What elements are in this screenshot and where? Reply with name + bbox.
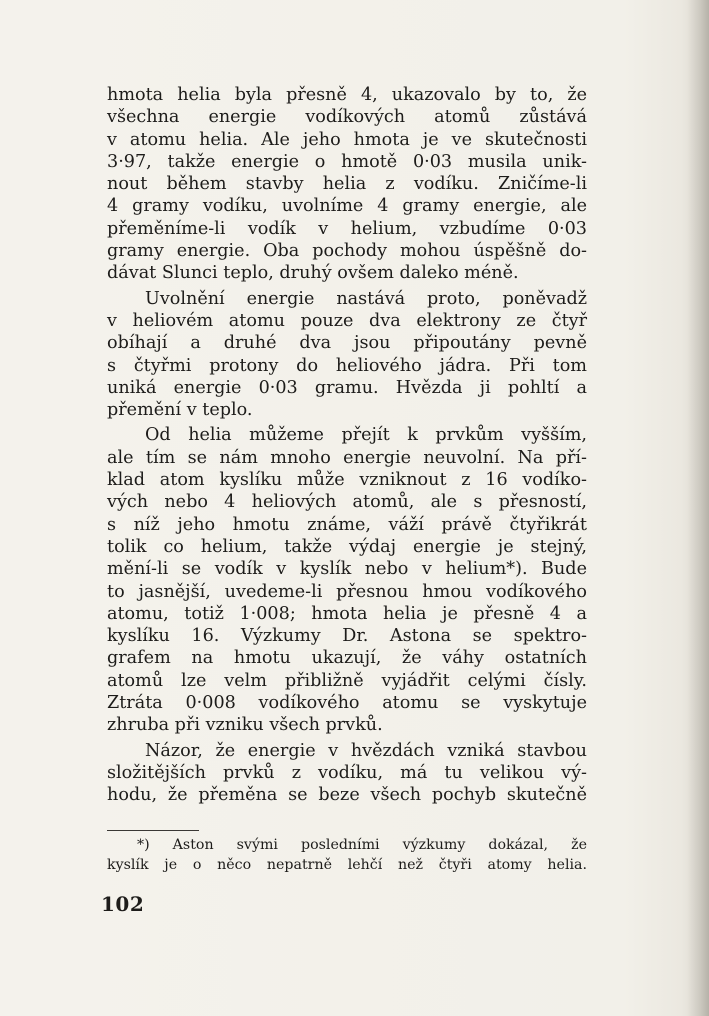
text-line: složitějších prvků z vodíku, má tu velikou vý- xyxy=(107,762,587,783)
page-spine-shadow xyxy=(687,0,709,1016)
paragraph-1 xyxy=(107,84,587,285)
text-line: v heliovém atomu pouze dva elektrony ze čtyř xyxy=(107,310,587,331)
paragraph-4 xyxy=(107,740,587,807)
text-line: 4 gramy vodíku, uvolníme 4 gramy energie, ale xyxy=(107,196,587,217)
text-line: hmota helia byla přesně 4, ukazovalo by to, že xyxy=(107,85,587,105)
footnote-line: *) Aston svými posledními výzkumy dokázal, že xyxy=(137,837,587,853)
footnote-divider xyxy=(107,830,199,831)
paragraph-2 xyxy=(107,288,587,422)
text-line: dávat Slunci teplo, druhý ovšem daleko méně. xyxy=(107,263,519,284)
text-line: nout během stavby helia z vodíku. Zničíme-li xyxy=(107,174,587,195)
text-line: všechna energie vodíkových atomů zůstává xyxy=(107,107,587,128)
text-line: obíhají a druhé dva jsou připoutány pevně xyxy=(107,333,587,354)
text-line: atomů lze velm přibližně vyjádřit celými čísly. xyxy=(107,670,587,691)
text-line: v atomu helia. Ale jeho hmota je ve skutečnosti xyxy=(107,129,587,150)
text-line: zhruba při vzniku všech prvků. xyxy=(107,715,383,736)
text-line: hodu, že přeměna se beze všech pochyb skutečně xyxy=(107,785,587,806)
text-line: Od helia můžeme přejít k prvkům vyšším, xyxy=(145,425,587,446)
page-number: 102 xyxy=(101,892,145,916)
text-line: uniká energie 0·03 gramu. Hvězda ji pohltí a xyxy=(107,377,587,398)
text-line: 3·97, takže energie o hmotě 0·03 musila unik- xyxy=(107,151,587,172)
text-line: grafem na hmotu ukazují, že váhy ostatních xyxy=(107,648,587,669)
text-line: mění-li se vodík v kyslík nebo v helium*). Bude xyxy=(107,559,587,580)
text-line: ale tím se nám mnoho energie neuvolní. Na pří- xyxy=(107,447,587,468)
text-line: Ztráta 0·008 vodíkového atomu se vyskytuje xyxy=(107,693,587,714)
paragraph-3 xyxy=(107,424,587,736)
text-line: kyslíku 16. Výzkumy Dr. Astona se spektro- xyxy=(107,626,587,647)
text-line: gramy energie. Oba pochody mohou úspěšně do- xyxy=(107,241,587,262)
text-line: to jasnější, uvedeme-li přesnou hmou vodíkového xyxy=(107,581,587,602)
text-line: atomu, totiž 1·008; hmota helia je přesně 4 a xyxy=(107,603,587,624)
text-line: s níž jeho hmotu známe, váží právě čtyřikrát xyxy=(107,514,587,535)
text-line: klad atom kyslíku může vzniknout z 16 vodíko- xyxy=(107,470,587,491)
footnote-line: kyslík je o něco nepatrně lehčí než čtyři atomy helia. xyxy=(107,856,587,873)
text-line: Uvolnění energie nastává proto, poněvadž xyxy=(145,288,587,309)
text-line: s čtyřmi protony do heliového jádra. Při tom xyxy=(107,355,587,376)
body-text xyxy=(107,84,587,807)
text-line: tolik co helium, takže výdaj energie je stejný, xyxy=(107,536,587,557)
text-line: vých nebo 4 heliových atomů, ale s přesností, xyxy=(107,492,587,513)
text-line: přemění v teplo. xyxy=(107,400,253,421)
text-line: Názor, že energie v hvězdách vzniká stavbou xyxy=(145,740,587,761)
footnote xyxy=(107,836,587,875)
text-line: přeměníme-li vodík v helium, vzbudíme 0·03 xyxy=(107,218,587,239)
